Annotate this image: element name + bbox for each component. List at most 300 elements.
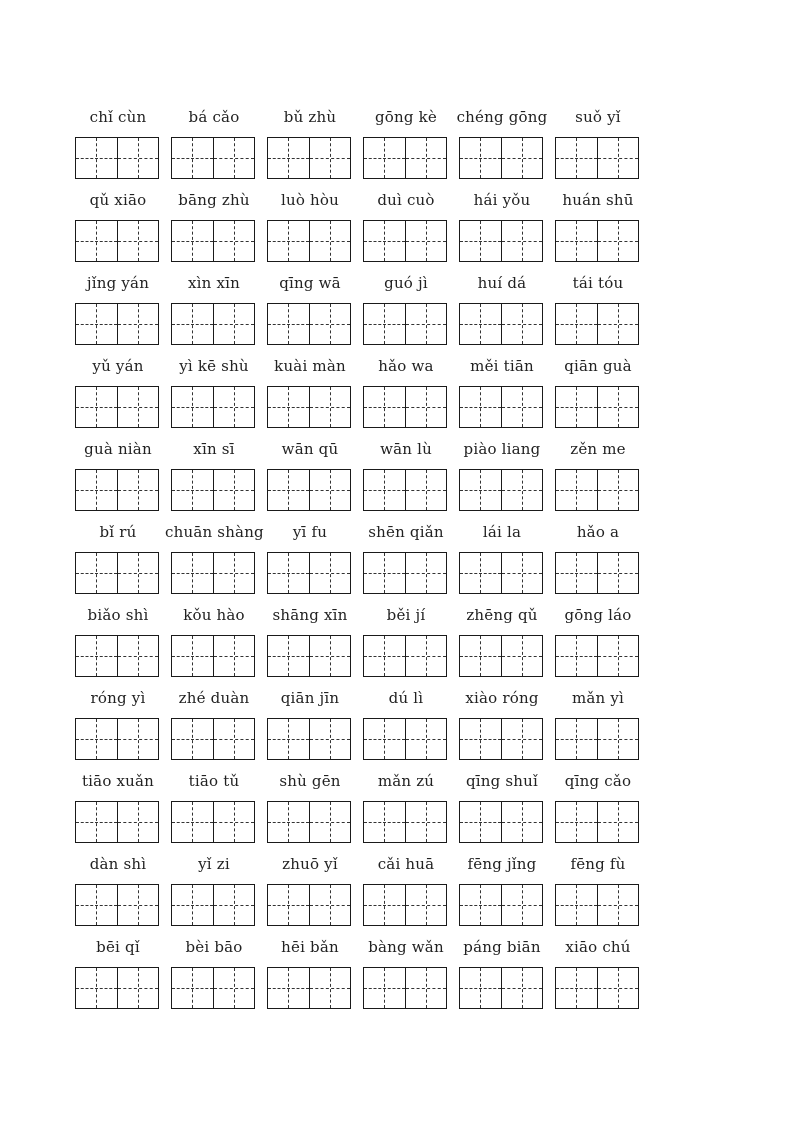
character-writing-cell[interactable] — [309, 802, 351, 842]
character-writing-cell[interactable] — [364, 221, 405, 261]
character-writing-cell[interactable] — [213, 553, 255, 593]
vertical-guide-line — [384, 802, 385, 842]
word-exercise — [267, 938, 353, 1047]
character-writing-cell[interactable] — [213, 719, 255, 759]
vertical-guide-line — [426, 387, 427, 427]
tianzi-writing-grid[interactable] — [459, 718, 543, 760]
pinyin-label: mǎn yì — [571, 689, 625, 707]
tianzi-writing-grid[interactable] — [555, 303, 639, 345]
vertical-guide-line — [522, 304, 523, 344]
tianzi-writing-grid[interactable] — [555, 967, 639, 1009]
character-writing-cell[interactable] — [309, 885, 351, 925]
tianzi-writing-grid[interactable] — [75, 884, 159, 926]
character-writing-cell[interactable] — [556, 553, 597, 593]
pinyin-label: guó jì — [384, 274, 428, 292]
vertical-guide-line — [138, 470, 139, 510]
character-writing-cell[interactable] — [309, 304, 351, 344]
tianzi-writing-grid[interactable] — [267, 303, 351, 345]
vertical-guide-line — [96, 470, 97, 510]
vertical-guide-line — [96, 138, 97, 178]
tianzi-writing-grid[interactable] — [459, 303, 543, 345]
tianzi-writing-grid[interactable] — [171, 718, 255, 760]
character-writing-cell[interactable] — [117, 221, 159, 261]
tianzi-writing-grid[interactable] — [459, 967, 543, 1009]
character-writing-cell[interactable] — [364, 470, 405, 510]
character-writing-cell[interactable] — [460, 636, 501, 676]
tianzi-writing-grid[interactable] — [363, 137, 447, 179]
vertical-guide-line — [96, 802, 97, 842]
character-writing-cell[interactable] — [460, 387, 501, 427]
tianzi-writing-grid[interactable] — [267, 220, 351, 262]
pinyin-label: hēi bǎn — [281, 938, 339, 956]
tianzi-writing-grid[interactable] — [555, 552, 639, 594]
pinyin-label: cǎi huā — [377, 855, 435, 873]
tianzi-writing-grid[interactable] — [363, 552, 447, 594]
character-writing-cell[interactable] — [76, 802, 117, 842]
character-writing-cell[interactable] — [309, 221, 351, 261]
character-writing-cell[interactable] — [309, 138, 351, 178]
tianzi-writing-grid[interactable] — [555, 137, 639, 179]
vertical-guide-line — [330, 470, 331, 510]
vertical-guide-line — [234, 553, 235, 593]
pinyin-label: qīng shuǐ — [465, 772, 539, 790]
character-writing-cell[interactable] — [597, 636, 639, 676]
pinyin-label: duì cuò — [377, 191, 435, 209]
character-writing-cell[interactable] — [556, 719, 597, 759]
vertical-guide-line — [96, 304, 97, 344]
tianzi-writing-grid[interactable] — [75, 552, 159, 594]
character-writing-cell[interactable] — [213, 387, 255, 427]
tianzi-writing-grid[interactable] — [555, 718, 639, 760]
pinyin-label: róng yì — [90, 689, 146, 707]
character-writing-cell[interactable] — [309, 553, 351, 593]
vertical-guide-line — [138, 304, 139, 344]
vertical-guide-line — [480, 802, 481, 842]
tianzi-writing-grid[interactable] — [459, 469, 543, 511]
character-writing-cell[interactable] — [597, 885, 639, 925]
character-writing-cell[interactable] — [405, 802, 447, 842]
tianzi-writing-grid[interactable] — [459, 552, 543, 594]
character-writing-cell[interactable] — [268, 470, 309, 510]
character-writing-cell[interactable] — [117, 802, 159, 842]
tianzi-writing-grid[interactable] — [267, 801, 351, 843]
pinyin-label: páng biān — [463, 938, 541, 956]
character-writing-cell[interactable] — [501, 719, 543, 759]
tianzi-writing-grid[interactable] — [75, 303, 159, 345]
tianzi-writing-grid[interactable] — [171, 220, 255, 262]
character-writing-cell[interactable] — [364, 719, 405, 759]
tianzi-writing-grid[interactable] — [171, 801, 255, 843]
character-writing-cell[interactable] — [405, 968, 447, 1008]
vertical-guide-line — [330, 636, 331, 676]
character-writing-cell[interactable] — [460, 802, 501, 842]
pinyin-label: yǔ yán — [92, 357, 144, 375]
character-writing-cell[interactable] — [501, 304, 543, 344]
tianzi-writing-grid[interactable] — [363, 469, 447, 511]
character-writing-cell[interactable] — [76, 885, 117, 925]
character-writing-cell[interactable] — [268, 138, 309, 178]
character-writing-cell[interactable] — [268, 802, 309, 842]
vertical-guide-line — [426, 221, 427, 261]
character-writing-cell[interactable] — [405, 636, 447, 676]
pinyin-label: shāng xīn — [272, 606, 348, 624]
character-writing-cell[interactable] — [213, 470, 255, 510]
character-writing-cell[interactable] — [117, 719, 159, 759]
character-writing-cell[interactable] — [76, 138, 117, 178]
vertical-guide-line — [192, 553, 193, 593]
vertical-guide-line — [234, 138, 235, 178]
pinyin-label: qīng wā — [279, 274, 341, 292]
tianzi-writing-grid[interactable] — [171, 386, 255, 428]
vertical-guide-line — [138, 885, 139, 925]
character-writing-cell[interactable] — [405, 221, 447, 261]
character-writing-cell[interactable] — [556, 304, 597, 344]
character-writing-cell[interactable] — [501, 470, 543, 510]
character-writing-cell[interactable] — [117, 304, 159, 344]
tianzi-writing-grid[interactable] — [267, 469, 351, 511]
character-writing-cell[interactable] — [213, 802, 255, 842]
tianzi-writing-grid[interactable] — [75, 967, 159, 1009]
vertical-guide-line — [480, 885, 481, 925]
tianzi-writing-grid[interactable] — [459, 635, 543, 677]
character-writing-cell[interactable] — [364, 968, 405, 1008]
vertical-guide-line — [192, 802, 193, 842]
pinyin-label: chéng gōng — [456, 108, 548, 126]
character-writing-cell[interactable] — [268, 636, 309, 676]
character-writing-cell[interactable] — [405, 885, 447, 925]
pinyin-label: fēng jǐng — [467, 855, 537, 873]
pinyin-label: dàn shì — [89, 855, 147, 873]
vertical-guide-line — [138, 221, 139, 261]
pinyin-label: zěn me — [570, 440, 626, 458]
character-writing-cell[interactable] — [309, 636, 351, 676]
character-writing-cell[interactable] — [597, 968, 639, 1008]
word-exercise — [171, 938, 257, 1047]
vertical-guide-line — [330, 719, 331, 759]
character-writing-cell[interactable] — [117, 470, 159, 510]
character-writing-cell[interactable] — [76, 968, 117, 1008]
tianzi-writing-grid[interactable] — [363, 718, 447, 760]
vertical-guide-line — [384, 636, 385, 676]
character-writing-cell[interactable] — [268, 719, 309, 759]
character-writing-cell[interactable] — [213, 138, 255, 178]
tianzi-writing-grid[interactable] — [555, 386, 639, 428]
character-writing-cell[interactable] — [117, 553, 159, 593]
tianzi-writing-grid[interactable] — [267, 552, 351, 594]
character-writing-cell[interactable] — [172, 636, 213, 676]
character-writing-cell[interactable] — [117, 885, 159, 925]
vertical-guide-line — [192, 221, 193, 261]
character-writing-cell[interactable] — [76, 636, 117, 676]
character-writing-cell[interactable] — [460, 221, 501, 261]
character-writing-cell[interactable] — [556, 885, 597, 925]
character-writing-cell[interactable] — [405, 470, 447, 510]
vertical-guide-line — [480, 138, 481, 178]
vertical-guide-line — [384, 553, 385, 593]
character-writing-cell[interactable] — [76, 470, 117, 510]
tianzi-writing-grid[interactable] — [459, 386, 543, 428]
character-writing-cell[interactable] — [501, 885, 543, 925]
character-writing-cell[interactable] — [172, 470, 213, 510]
worksheet-row — [75, 938, 655, 1050]
vertical-guide-line — [522, 553, 523, 593]
vertical-guide-line — [576, 221, 577, 261]
character-writing-cell[interactable] — [309, 387, 351, 427]
vertical-guide-line — [234, 387, 235, 427]
pinyin-label: mǎn zú — [377, 772, 435, 790]
vertical-guide-line — [618, 553, 619, 593]
character-writing-cell[interactable] — [501, 138, 543, 178]
pinyin-label: guà niàn — [84, 440, 152, 458]
vertical-guide-line — [426, 138, 427, 178]
character-writing-cell[interactable] — [597, 304, 639, 344]
character-writing-cell[interactable] — [501, 636, 543, 676]
vertical-guide-line — [234, 470, 235, 510]
vertical-guide-line — [192, 138, 193, 178]
tianzi-writing-grid[interactable] — [171, 884, 255, 926]
character-writing-cell[interactable] — [556, 221, 597, 261]
character-writing-cell[interactable] — [405, 719, 447, 759]
character-writing-cell[interactable] — [172, 719, 213, 759]
vertical-guide-line — [618, 470, 619, 510]
character-writing-cell[interactable] — [405, 387, 447, 427]
vertical-guide-line — [618, 885, 619, 925]
tianzi-writing-grid[interactable] — [75, 386, 159, 428]
tianzi-writing-grid[interactable] — [363, 884, 447, 926]
character-writing-cell[interactable] — [268, 968, 309, 1008]
tianzi-writing-grid[interactable] — [75, 718, 159, 760]
character-writing-cell[interactable] — [364, 304, 405, 344]
character-writing-cell[interactable] — [556, 138, 597, 178]
character-writing-cell[interactable] — [172, 221, 213, 261]
tianzi-writing-grid[interactable] — [75, 220, 159, 262]
vertical-guide-line — [138, 636, 139, 676]
character-writing-cell[interactable] — [117, 636, 159, 676]
tianzi-writing-grid[interactable] — [555, 220, 639, 262]
character-writing-cell[interactable] — [213, 885, 255, 925]
vertical-guide-line — [96, 719, 97, 759]
tianzi-writing-grid[interactable] — [267, 967, 351, 1009]
character-writing-cell[interactable] — [364, 553, 405, 593]
character-writing-cell[interactable] — [460, 719, 501, 759]
character-writing-cell[interactable] — [76, 719, 117, 759]
character-writing-cell[interactable] — [76, 221, 117, 261]
character-writing-cell[interactable] — [501, 221, 543, 261]
vertical-guide-line — [522, 968, 523, 1008]
character-writing-cell[interactable] — [309, 470, 351, 510]
character-writing-cell[interactable] — [364, 636, 405, 676]
character-writing-cell[interactable] — [405, 304, 447, 344]
character-writing-cell[interactable] — [76, 387, 117, 427]
tianzi-writing-grid[interactable] — [363, 386, 447, 428]
character-writing-cell[interactable] — [213, 968, 255, 1008]
tianzi-writing-grid[interactable] — [363, 967, 447, 1009]
vertical-guide-line — [426, 968, 427, 1008]
vertical-guide-line — [288, 470, 289, 510]
tianzi-writing-grid[interactable] — [363, 220, 447, 262]
tianzi-writing-grid[interactable] — [363, 303, 447, 345]
character-writing-cell[interactable] — [268, 885, 309, 925]
tianzi-writing-grid[interactable] — [267, 386, 351, 428]
vertical-guide-line — [480, 968, 481, 1008]
character-writing-cell[interactable] — [76, 553, 117, 593]
character-writing-cell[interactable] — [213, 304, 255, 344]
pinyin-label: fēng fù — [570, 855, 626, 873]
tianzi-writing-grid[interactable] — [267, 137, 351, 179]
character-writing-cell[interactable] — [460, 138, 501, 178]
tianzi-writing-grid[interactable] — [171, 303, 255, 345]
vertical-guide-line — [576, 719, 577, 759]
vertical-guide-line — [480, 387, 481, 427]
tianzi-writing-grid[interactable] — [555, 801, 639, 843]
pinyin-label: zhuō yǐ — [282, 855, 338, 873]
tianzi-writing-grid[interactable] — [555, 635, 639, 677]
tianzi-writing-grid[interactable] — [75, 469, 159, 511]
pinyin-label: jǐng yán — [86, 274, 150, 292]
tianzi-writing-grid[interactable] — [555, 884, 639, 926]
character-writing-cell[interactable] — [172, 553, 213, 593]
character-writing-cell[interactable] — [172, 387, 213, 427]
vertical-guide-line — [288, 636, 289, 676]
vertical-guide-line — [234, 304, 235, 344]
tianzi-writing-grid[interactable] — [171, 635, 255, 677]
character-writing-cell[interactable] — [172, 885, 213, 925]
tianzi-writing-grid[interactable] — [459, 220, 543, 262]
vertical-guide-line — [288, 802, 289, 842]
pinyin-label: qīng cǎo — [564, 772, 632, 790]
tianzi-writing-grid[interactable] — [363, 635, 447, 677]
tianzi-writing-grid[interactable] — [171, 967, 255, 1009]
pinyin-label: měi tiān — [470, 357, 534, 375]
pinyin-label: piào liang — [463, 440, 541, 458]
tianzi-writing-grid[interactable] — [555, 469, 639, 511]
vertical-guide-line — [618, 387, 619, 427]
pinyin-label: zhé duàn — [178, 689, 250, 707]
vertical-guide-line — [138, 387, 139, 427]
character-writing-cell[interactable] — [117, 138, 159, 178]
character-writing-cell[interactable] — [597, 802, 639, 842]
character-writing-cell[interactable] — [172, 968, 213, 1008]
character-writing-cell[interactable] — [556, 968, 597, 1008]
vertical-guide-line — [618, 221, 619, 261]
character-writing-cell[interactable] — [501, 968, 543, 1008]
vertical-guide-line — [288, 138, 289, 178]
character-writing-cell[interactable] — [597, 221, 639, 261]
tianzi-writing-grid[interactable] — [267, 718, 351, 760]
character-writing-cell[interactable] — [309, 968, 351, 1008]
vertical-guide-line — [426, 553, 427, 593]
vertical-guide-line — [384, 138, 385, 178]
character-writing-cell[interactable] — [117, 387, 159, 427]
vertical-guide-line — [522, 636, 523, 676]
vertical-guide-line — [288, 221, 289, 261]
character-writing-cell[interactable] — [364, 138, 405, 178]
character-writing-cell[interactable] — [117, 968, 159, 1008]
character-writing-cell[interactable] — [460, 553, 501, 593]
tianzi-writing-grid[interactable] — [75, 801, 159, 843]
character-writing-cell[interactable] — [268, 387, 309, 427]
character-writing-cell[interactable] — [172, 138, 213, 178]
character-writing-cell[interactable] — [556, 636, 597, 676]
character-writing-cell[interactable] — [309, 719, 351, 759]
character-writing-cell[interactable] — [76, 304, 117, 344]
vertical-guide-line — [288, 304, 289, 344]
vertical-guide-line — [384, 470, 385, 510]
character-writing-cell[interactable] — [268, 221, 309, 261]
tianzi-writing-grid[interactable] — [459, 137, 543, 179]
character-writing-cell[interactable] — [556, 387, 597, 427]
character-writing-cell[interactable] — [597, 138, 639, 178]
vertical-guide-line — [618, 636, 619, 676]
tianzi-writing-grid[interactable] — [171, 469, 255, 511]
character-writing-cell[interactable] — [501, 387, 543, 427]
word-exercise — [555, 938, 641, 1047]
pinyin-label: xīn sī — [193, 440, 235, 458]
character-writing-cell[interactable] — [460, 885, 501, 925]
character-writing-cell[interactable] — [460, 470, 501, 510]
character-writing-cell[interactable] — [364, 387, 405, 427]
character-writing-cell[interactable] — [172, 304, 213, 344]
character-writing-cell[interactable] — [556, 802, 597, 842]
character-writing-cell[interactable] — [501, 802, 543, 842]
character-writing-cell[interactable] — [268, 553, 309, 593]
character-writing-cell[interactable] — [460, 304, 501, 344]
pinyin-label: qiān guà — [564, 357, 632, 375]
character-writing-cell[interactable] — [597, 387, 639, 427]
tianzi-writing-grid[interactable] — [363, 801, 447, 843]
vertical-guide-line — [330, 802, 331, 842]
character-writing-cell[interactable] — [213, 636, 255, 676]
character-writing-cell[interactable] — [364, 885, 405, 925]
pinyin-label: tiāo tǔ — [188, 772, 240, 790]
vertical-guide-line — [288, 719, 289, 759]
character-writing-cell[interactable] — [268, 304, 309, 344]
pinyin-label: kuài màn — [274, 357, 346, 375]
character-writing-cell[interactable] — [405, 138, 447, 178]
character-writing-cell[interactable] — [405, 553, 447, 593]
character-writing-cell[interactable] — [597, 470, 639, 510]
character-writing-cell[interactable] — [597, 553, 639, 593]
word-exercise — [363, 938, 449, 1047]
tianzi-writing-grid[interactable] — [171, 137, 255, 179]
vertical-guide-line — [576, 470, 577, 510]
character-writing-cell[interactable] — [597, 719, 639, 759]
character-writing-cell[interactable] — [172, 802, 213, 842]
character-writing-cell[interactable] — [460, 968, 501, 1008]
vertical-guide-line — [384, 221, 385, 261]
vertical-guide-line — [330, 553, 331, 593]
pinyin-label: yǐ zi — [198, 855, 230, 873]
tianzi-writing-grid[interactable] — [459, 884, 543, 926]
tianzi-writing-grid[interactable] — [75, 137, 159, 179]
vertical-guide-line — [522, 719, 523, 759]
tianzi-writing-grid[interactable] — [267, 635, 351, 677]
character-writing-cell[interactable] — [501, 553, 543, 593]
pinyin-label: gōng kè — [374, 108, 438, 126]
character-writing-cell[interactable] — [364, 802, 405, 842]
vertical-guide-line — [96, 221, 97, 261]
character-writing-cell[interactable] — [556, 470, 597, 510]
pinyin-label: bèi bāo — [185, 938, 243, 956]
tianzi-writing-grid[interactable] — [171, 552, 255, 594]
tianzi-writing-grid[interactable] — [75, 635, 159, 677]
character-writing-cell[interactable] — [213, 221, 255, 261]
tianzi-writing-grid[interactable] — [267, 884, 351, 926]
tianzi-writing-grid[interactable] — [459, 801, 543, 843]
pinyin-label: xiāo chú — [565, 938, 631, 956]
pinyin-label: bāng zhù — [178, 191, 250, 209]
vertical-guide-line — [288, 968, 289, 1008]
